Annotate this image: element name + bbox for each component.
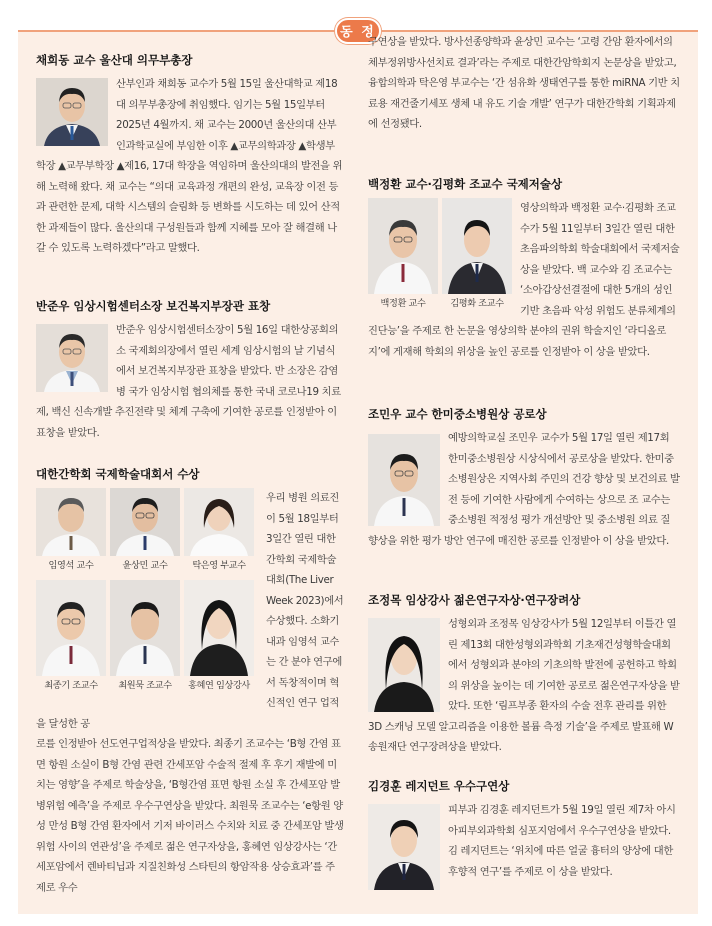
photo-grid <box>36 488 258 700</box>
photo-caption: 임영석 교수 <box>48 560 94 571</box>
portrait-photo <box>442 198 512 294</box>
article-title: 조정목 임상강사 젊은연구자상·연구장려상 <box>368 593 581 607</box>
article-body: 성형외과 조정목 임상강사가 5월 12일부터 이틀간 열린 제13회 대한성형외과학회 기초재건성형학술대회에서 성형외과 분야의 기초의학 발전에 공헌하고 학회의 위상을 높이는 데 기여한 공로로 젊은연구자상을 받았다. 또한 ‘림프부종 환자의 수술 전후 관리를 위한 3D 스캐닝 모델 알고리즘을 이용한 볼륨 측정 기술’을 주제로 발표해 W송원재단 연구장려상을 받았다. <box>368 618 680 753</box>
portrait-photo <box>184 580 254 676</box>
article-kim-kyunghoon <box>368 778 680 890</box>
portrait-photo <box>368 804 440 890</box>
portrait-photo <box>36 324 108 392</box>
portrait-photo <box>110 488 180 556</box>
portrait-photo <box>368 618 440 712</box>
article-liver-week <box>36 466 344 898</box>
photo-caption: 최원묵 조교수 <box>118 680 172 691</box>
portrait-photo <box>368 434 440 526</box>
photo-caption: 김평화 조교수 <box>450 298 504 309</box>
article-baek-kim <box>368 176 680 362</box>
portrait-photo <box>36 78 108 146</box>
article-body-side: 우리 병원 의료진이 5월 18일부터 3일간 열린 대한간학회 국제학술대회(The Liver Week 2023)에서 수상했다. 소화기내과 임영석 교수는 간 분야 연구에서 독창적이며 혁신적인 연구 업적을 달성한 공 <box>36 492 344 730</box>
article-body: 반준우 임상시험센터소장이 5월 16일 대한상공회의소 국제회의장에서 열린 세계 임상시험의 날 기념식에서 보건복지부장관 표창을 받았다. 반 소장은 감염병 국가 임상시험 협의체를 통한 국내 코로나19 치료제, 백신 신속개발 추진전략 및 체계 구축에 기여한 공로를 인정받아 이 표창을 받았다. <box>36 324 341 439</box>
portrait-photo <box>110 580 180 676</box>
article-chae <box>36 52 344 259</box>
portrait-photo <box>184 488 254 556</box>
article-title: 채희동 교수 울산대 의무부총장 <box>36 53 193 67</box>
section-badge: 동 정 <box>335 18 381 44</box>
photo-caption: 홍혜연 임상강사 <box>188 680 250 691</box>
portrait-photo <box>36 580 106 676</box>
portrait-photo <box>36 488 106 556</box>
photo-caption: 최종기 조교수 <box>44 680 98 691</box>
article-continued <box>368 32 680 135</box>
article-cho-minwoo <box>368 406 680 551</box>
photo-cell <box>442 198 512 310</box>
photo-grid <box>368 198 512 310</box>
photo-cell <box>110 580 180 692</box>
photo-cell <box>184 488 254 572</box>
photo-cell <box>110 488 180 572</box>
news-page <box>18 25 698 914</box>
photo-caption: 탁은영 부교수 <box>192 560 246 571</box>
photo-cell <box>368 198 438 310</box>
article-title: 조민우 교수 한미중소병원상 공로상 <box>368 407 547 421</box>
photo-cell <box>36 580 106 692</box>
article-body: 로를 인정받아 선도연구업적상을 받았다. 최종기 조교수는 ‘B형 간염 표면 항원 소실이 B형 간염 관련 간세포암 수술적 절제 후 후기 재발에 미치는 영향’을 주제로 학술상을, ‘B형간염 표면 항원 소실 후 간세포암 발병위험 예측’을 주제로 우수구연상을 받았다. 최원묵 조교수는 ‘e항원 양성 만성 B형 간염 환자에서 기저 바이러스 수치와 치료 중 간세포암 발생 위험 사이의 연관성’을 주제로 젊은 연구자상을, 홍혜연 임상강사는 ‘간세포암에서 렌바티닙과 지질친화성 스타틴의 항암작용 상승효과’를 주제로 우수 <box>36 738 344 894</box>
article-body: 영상의학과 백정환 교수·김평화 조교수가 5월 11일부터 3일간 열린 대한초음파의학회 학술대회에서 국제저술상을 받았다. 백 교수와 김 조교수는 ‘소아갑상선결절에 대한 5개의 성인기반 초음파 악성 위험도 분류체계의 진단능’을 주제로 한 논문을 영상의학 분야의 권위 학술지인 ‘라디올로지’에 게재해 학회의 위상을 높인 공로를 인정받아 이 상을 받았다. <box>368 202 680 358</box>
photo-cell <box>36 488 106 572</box>
article-title: 반준우 임상시험센터소장 보건복지부장관 표창 <box>36 299 271 313</box>
article-title: 백정환 교수·김평화 조교수 국제저술상 <box>368 177 563 191</box>
portrait-photo <box>368 198 438 294</box>
article-body: 피부과 김경훈 레지던트가 5월 19일 열린 제7차 아시아피부외과학회 심포지엄에서 우수구연상을 받았다. 김 레지던트는 ‘위치에 따른 얼굴 흉터의 양상에 대한 후향적 연구’를 주제로 이 상을 받았다. <box>448 804 676 878</box>
article-body: 산부인과 채희동 교수가 5월 15일 울산대학교 제18대 의무부총장에 취임했다. 임기는 5월 15일부터 2025년 4월까지. 채 교수는 2000년 울산의대 산부인과학교실에 부임한 이후 ▲교무의학과장 ▲학생부학장 ▲교무부학장 ▲제16, 17대 학장을 역임하며 울산의대의 발전을 위해 노력해 왔다. 채 교수는 “의대 교육과정 개편의 완성, 교육장 이전 등과 관련한 문제, 대학 시스템의 슬림화 등 변화를 시도하는 데 있어 산적한 과제들이 많다. 울산의대 구성원들과 함께 지혜를 모아 잘 해결해 나갈 수 있도록 노력하겠다”라고 말했다. <box>36 78 343 254</box>
photo-caption: 윤상민 교수 <box>122 560 168 571</box>
photo-caption: 백정환 교수 <box>380 298 426 309</box>
article-body: 예방의학교실 조민우 교수가 5월 17일 열린 제17회 한미중소병원상 시상식에서 공로상을 받았다. 한미중소병원상은 지역사회 주민의 건강 향상 및 보건의료 발전 등에 기여한 사람에게 수여하는 상으로 조 교수는 중소병원 적정성 평가 개선방안 및 중소병원 의료 질 향상을 위한 평가 방안 연구에 매진한 공로를 인정받아 이 상을 받았다. <box>368 432 680 547</box>
photo-cell <box>184 580 254 692</box>
article-ban <box>36 298 344 443</box>
article-title: 김경훈 레지던트 우수구연상 <box>368 779 510 793</box>
article-body: 구연상을 받았다. 방사선종양학과 윤상민 교수는 ‘고령 간암 환자에서의 체부정위방사선치료 결과’라는 주제로 대한간암학회지 논문상을 받았고, 융합의학과 탁은영 부교수는 ‘간 섬유화 생태연구를 통한 miRNA 기반 치료용 재건줄기세포 생체 내 유도 기술 개발’ 연구가 대한간학회 기획과제에 선정됐다. <box>368 36 680 130</box>
article-title: 대한간학회 국제학술대회서 수상 <box>36 467 200 481</box>
article-cho-jeongmok <box>368 592 680 758</box>
